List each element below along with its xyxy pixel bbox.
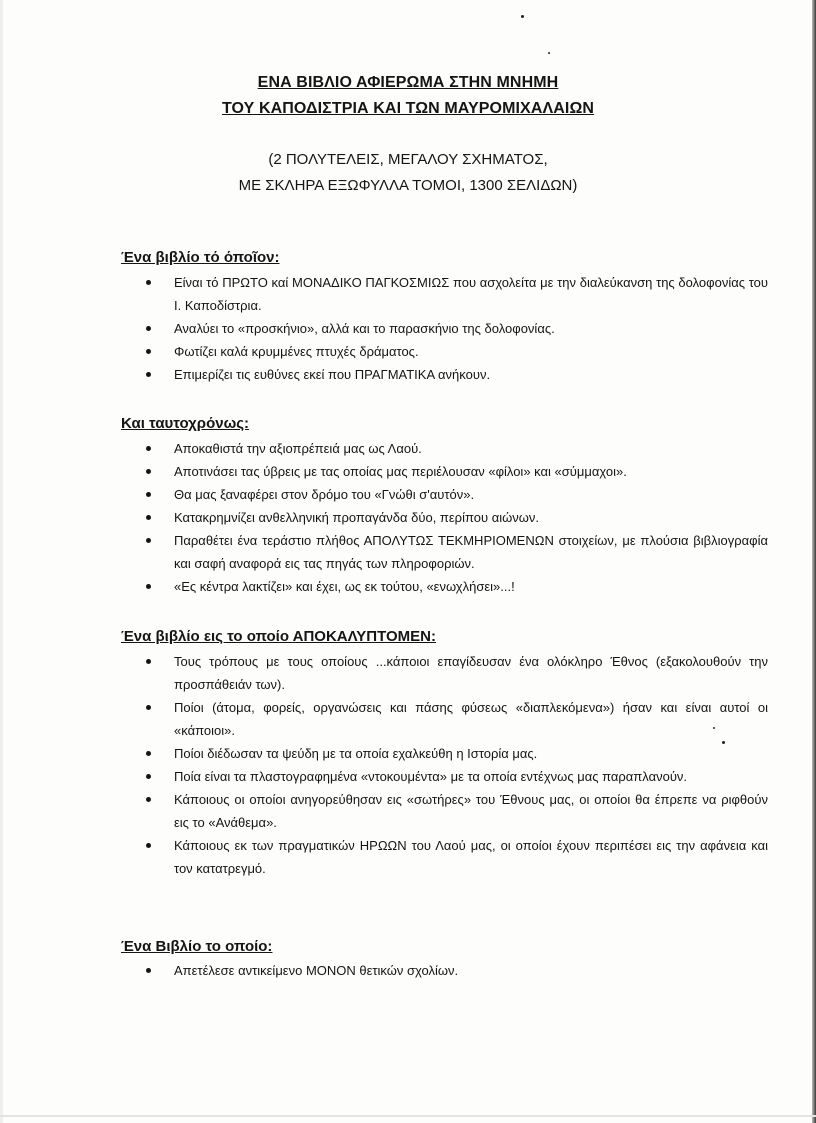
list-item: [0, 317, 768, 340]
bullet-icon: [146, 280, 151, 285]
list-item: [0, 696, 768, 742]
list-item: [0, 959, 768, 982]
list-item: [0, 788, 768, 834]
bullet-icon: [146, 326, 151, 331]
bullet-icon: [146, 774, 151, 779]
list-item-text: «Ες κέντρα λακτίζει» και έχει, ως εκ τούτου, «ενωχλήσει»...!: [174, 579, 515, 594]
section-heading: Ένα βιβλίο εις το οποίο ΑΠΟΚΑΛΥΠΤΟΜΕΝ:: [121, 628, 436, 645]
list-item-text: Ποίοι (άτομα, φορείς, οργανώσεις και πάσης φύσεως «διαπλεκόμενα») ήσαν και είναι αυτοί οι «κάποιοι».: [174, 700, 768, 738]
list-item-text: Αναλύει το «προσκήνιο», αλλά και το παρασκήνιο της δολοφονίας.: [174, 321, 555, 336]
list-item: [0, 340, 768, 363]
bullet-icon: [146, 705, 151, 710]
list-item-text: Αποκαθιστά την αξιοπρέπειά μας ως Λαού.: [174, 441, 422, 456]
list-item-text: Ποίοι διέδωσαν τα ψεύδη με τα οποία εχαλκεύθη η Ιστορία μας.: [174, 746, 538, 761]
bullet-icon: [146, 469, 151, 474]
list-item-text: Απετέλεσε αντικείμενο ΜΟΝΟΝ θετικών σχολίων.: [174, 963, 459, 978]
list-item-text: Τους τρόπους με τους οποίους ...κάποιοι επαγίδευσαν ένα ολόκληρο Έθνος (εξακολουθούν την προσπάθειάν των).: [174, 654, 768, 692]
list-item-text: Φωτίζει καλά κρυμμένες πτυχές δράματος.: [174, 344, 419, 359]
list-item: [0, 765, 768, 788]
bullet-list: [0, 271, 768, 386]
bullet-icon: [146, 751, 151, 756]
list-item-text: Κάποιους εκ των πραγματικών ΗΡΩΩΝ του Λαού μας, οι οποίοι έχουν περιπέσει εις την αφάνεια και τον κατατρεγμό.: [174, 838, 768, 876]
list-item-text: Παραθέτει ένα τεράστιο πλήθος ΑΠΟΛΥΤΩΣ ΤΕΚΜΗΡΙΟΜΕΝΩΝ στοιχείων, με πλούσια βιβλιογραφία και σαφή αναφορά εις τας πηγάς των πληροφοριών.: [174, 533, 768, 571]
bullet-icon: [146, 349, 151, 354]
list-item-text: Θα μας ξαναφέρει στον δρόμο του «Γνώθι σ'αυτόν».: [174, 487, 475, 502]
list-item: [0, 529, 768, 575]
list-item: [0, 506, 768, 529]
bullet-icon: [146, 492, 151, 497]
scan-speck: [548, 52, 550, 54]
list-item: [0, 575, 768, 598]
scan-bottom-edge: [0, 1115, 816, 1117]
bullet-icon: [146, 659, 151, 664]
list-item: [0, 271, 768, 317]
list-item: [0, 834, 768, 880]
document-title-line-2: ΤΟΥ ΚΑΠΟΔΙΣΤΡΙΑ ΚΑΙ ΤΩΝ ΜΑΥΡΟΜΙΧΑΛΑΙΩΝ: [221, 100, 595, 117]
bullet-list: [0, 959, 768, 982]
list-item-text: Είναι τό ΠΡΩΤΟ καί ΜΟΝΑΔΙΚΟ ΠΑΓΚΟΣΜΙΩΣ που ασχολείτα με την διαλεύκανση της δολοφονίας του Ι. Καποδίστρια.: [174, 275, 768, 313]
bullet-icon: [146, 515, 151, 520]
bullet-icon: [146, 968, 151, 973]
list-item: [0, 650, 768, 696]
bullet-icon: [146, 843, 151, 848]
list-item-text: Επιμερίζει τις ευθύνες εκεί που ΠΡΑΓΜΑΤΙΚΑ ανήκουν.: [174, 367, 491, 382]
document-subtitle-line-2: ΜΕ ΣΚΛΗΡΑ ΕΞΩΦΥΛΛΑ ΤΟΜΟΙ, 1300 ΣΕΛΙΔΩΝ): [238, 177, 578, 194]
list-item-text: Κάποιους οι οποίοι ανηγορεύθησαν εις «σωτήρες» του Έθνους μας, οι οποίοι θα έπρεπε να ριφθούν εις το «Ανάθεμα».: [174, 792, 768, 830]
bullet-icon: [146, 797, 151, 802]
section-heading: Ένα Βιβλίο το οποίο:: [121, 938, 273, 955]
bullet-icon: [146, 584, 151, 589]
list-item-text: Αποτινάσει τας ύβρεις με τας οποίας μας περιέλουσαν «φίλοι» και «σύμμαχοι».: [174, 464, 627, 479]
section-heading: Ένα βιβλίο τό όποῖον:: [121, 249, 280, 266]
list-item: [0, 363, 768, 386]
bullet-list: [0, 437, 768, 598]
list-item: [0, 460, 768, 483]
bullet-icon: [146, 372, 151, 377]
scan-right-edge: [812, 0, 816, 1123]
document-subtitle-line-1: (2 ΠΟΛΥΤΕΛΕΙΣ, ΜΕΓΑΛΟΥ ΣΧΗΜΑΤΟΣ,: [268, 151, 548, 168]
list-item: [0, 483, 768, 506]
list-item: [0, 742, 768, 765]
list-item-text: Ποία είναι τα πλαστογραφημένα «ντοκουμέντα» με τα οποία εντέχνως μας παραπλανούν.: [174, 769, 688, 784]
bullet-icon: [146, 538, 151, 543]
list-item-text: Κατακρημνίζει ανθελληνική προπαγάνδα δύο, περίπου αιώνων.: [174, 510, 540, 525]
list-item: [0, 437, 768, 460]
bullet-list: [0, 650, 768, 880]
section-heading: Και ταυτοχρόνως:: [121, 415, 250, 432]
bullet-icon: [146, 446, 151, 451]
scan-speck: [521, 15, 524, 18]
document-title-line-1: ΕΝΑ ΒΙΒΛΙΟ ΑΦΙΕΡΩΜΑ ΣΤΗΝ ΜΝΗΜΗ: [257, 74, 559, 91]
